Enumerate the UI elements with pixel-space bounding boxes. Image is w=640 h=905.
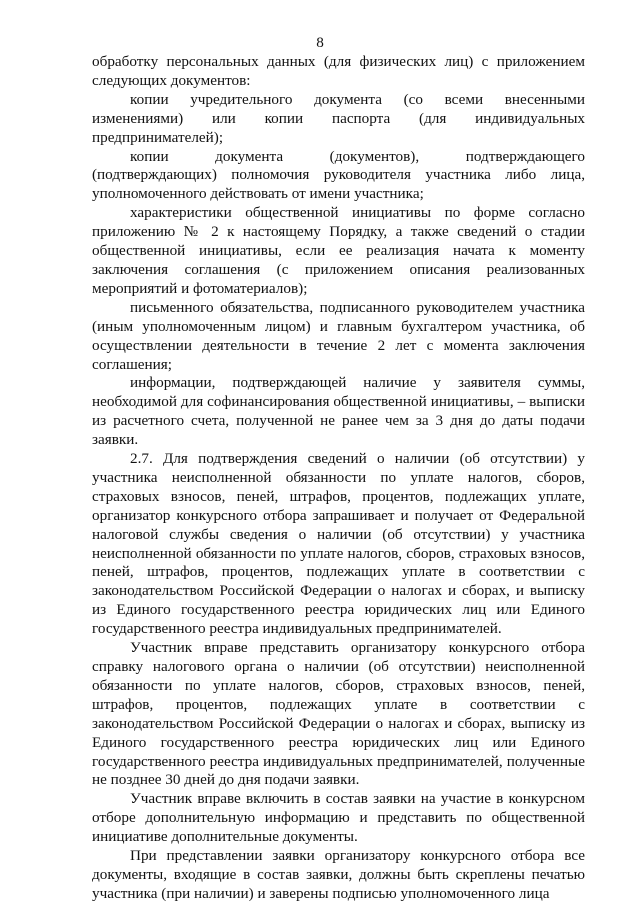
- paragraph-continuation: обработку персональных данных (для физических лиц) с приложением следующих документов:: [92, 53, 585, 89]
- paragraph-document-sealing: При представлении заявки организатору конкурсного отбора все документы, входящие в состав заявки, должны быть скреплены печатью участника (при наличии) и заверены подписью уполномоченного лица: [92, 847, 585, 902]
- paragraph-additional-info: Участник вправе включить в состав заявки на участие в конкурсном отборе дополнительную информацию и представить по общественной инициативе дополнительные документы.: [92, 790, 585, 846]
- paragraph-section-2-7: 2.7. Для подтверждения сведений о наличии (об отсутствии) у участника неисполненной обязанности по уплате налогов, сборов, страховых взносов, пеней, штрафов, процентов, подлежащих уплате, организатор конкурсного отбора запрашивает и получает от Федеральной налоговой службы сведения о наличии (об отсутствии) у участника неисполненной обязанности по уплате налогов, сборов, страховых взносов, пеней, штрафов, процентов, подлежащих уплате в соответствии с законодательством Российской Федерации о налогах и сборах, и выписку из Единого государственного реестра юридических лиц или Единого государственного реестра индивидуальных предпринимателей.: [92, 450, 585, 638]
- paragraph-tax-certificate: Участник вправе представить организатору конкурсного отбора справку налогового органа о наличии (об отсутствии) неисполненной обязанности по уплате налогов, сборов, страховых взносов, пеней, штрафов, процентов, подлежащих уплате в соответствии с законодательством Российской Федерации о налогах и сборах, выписку из Единого государственного реестра юридических лиц или Единого государственного реестра индивидуальных предпринимателей, полученные не позднее 30 дней до дня подачи заявки.: [92, 639, 585, 789]
- paragraph-initiative-characteristics: характеристики общественной инициативы по форме согласно приложению № 2 к настоящему Порядку, а также сведений о стадии общественной инициативы, если ее реализация начата к моменту заключения соглашения (с приложением описания реализованных мероприятий и фотоматериалов);: [92, 204, 585, 297]
- paragraph-written-obligation: письменного обязательства, подписанного руководителем участника (иным уполномоченным лицом) и главным бухгалтером участника, об осуществлении деятельности в течение 2 лет с момента заключения соглашения;: [92, 298, 585, 373]
- page-number: 8: [316, 34, 324, 51]
- document-body: [92, 53, 585, 904]
- paragraph-founding-docs: копии учредительного документа (со всеми внесенными изменениями) или копии паспорта (для индивидуальных предпринимателей);: [92, 90, 585, 146]
- paragraph-authority-docs: копии документа (документов), подтверждающего (подтверждающих) полномочия руководителя участника либо лица, уполномоченного действовать от имени участника;: [92, 147, 585, 203]
- paragraph-cofinancing-info: информации, подтверждающей наличие у заявителя суммы, необходимой для софинансирования общественной инициативы, – выписки из расчетного счета, полученной не ранее чем за 3 дня до даты подачи заявки.: [92, 374, 585, 449]
